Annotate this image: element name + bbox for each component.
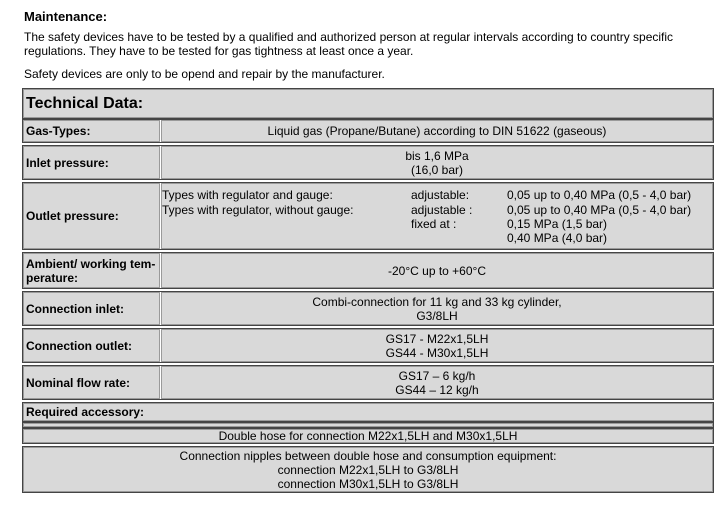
gas-types-text: Liquid gas (Propane/Butane) according to DIN 51622 (gaseous) bbox=[267, 124, 607, 138]
accessory-spacer bbox=[23, 423, 713, 427]
connection-outlet-row bbox=[22, 328, 714, 363]
connection-inlet-row bbox=[22, 291, 714, 326]
connection-inlet-line1: Combi-connection for 11 kg and 33 kg cylinder, bbox=[312, 294, 562, 309]
technical-data-title: Technical Data: bbox=[23, 89, 713, 118]
outlet-pressure-label: Outlet pressure: bbox=[23, 183, 160, 249]
connection-inlet-line2: G3/8LH bbox=[416, 308, 458, 323]
connection-nipples-heading: Connection nipples between double hose and consumption equipment: bbox=[179, 448, 557, 463]
nominal-flow-gs44: GS44 – 12 kg/h bbox=[395, 382, 479, 397]
double-hose-row bbox=[22, 428, 714, 444]
connection-outlet-value bbox=[161, 329, 713, 362]
nominal-flow-label: Nominal flow rate: bbox=[23, 366, 160, 399]
outlet-mode-fixed: fixed at : bbox=[411, 217, 457, 231]
required-accessory-title: Required accessory: bbox=[23, 403, 713, 421]
gas-types-value bbox=[161, 120, 713, 142]
technical-data-header-row bbox=[22, 88, 714, 119]
gas-types-row bbox=[22, 119, 714, 143]
nominal-flow-value bbox=[161, 366, 713, 399]
outlet-type-without-gauge: Types with regulator, without gauge: bbox=[162, 203, 354, 217]
repair-notice: Safety devices are only to be opend and repair by the manufacturer. bbox=[24, 67, 385, 81]
inlet-pressure-row bbox=[22, 145, 714, 180]
outlet-pressure-row bbox=[22, 182, 714, 250]
ambient-label-line2: perature: bbox=[26, 270, 79, 285]
outlet-range-without-gauge: 0,05 up to 0,40 MPa (0,5 - 4,0 bar) bbox=[507, 203, 692, 217]
connection-outlet-gs17: GS17 - M22x1,5LH bbox=[385, 331, 489, 346]
connection-inlet-label: Connection inlet: bbox=[23, 292, 160, 325]
outlet-mode-adjustable-1: adjustable: bbox=[411, 188, 470, 202]
ambient-temperature-value bbox=[161, 253, 713, 288]
connection-nipple-m30: connection M30x1,5LH to G3/8LH bbox=[277, 476, 459, 491]
ambient-temperature-text: -20°C up to +60°C bbox=[388, 263, 486, 278]
gas-types-label: Gas-Types: bbox=[23, 120, 160, 142]
double-hose-text: Double hose for connection M22x1,5LH and M30x1,5LH bbox=[218, 429, 518, 443]
maintenance-title: Maintenance: bbox=[24, 9, 108, 24]
required-accessory-row bbox=[22, 402, 714, 422]
connection-nipples-cell bbox=[23, 447, 713, 492]
inlet-pressure-label: Inlet pressure: bbox=[23, 146, 160, 179]
inlet-pressure-mpa: bis 1,6 MPa bbox=[405, 148, 469, 163]
outlet-pressure-value bbox=[161, 183, 713, 249]
connection-inlet-value bbox=[161, 292, 713, 325]
nominal-flow-row bbox=[22, 365, 714, 400]
connection-outlet-gs44: GS44 - M30x1,5LH bbox=[385, 345, 489, 360]
inlet-pressure-bar: (16,0 bar) bbox=[410, 162, 464, 177]
connection-nipples-row bbox=[22, 446, 714, 493]
inlet-pressure-value bbox=[161, 146, 713, 179]
outlet-fixed-value-2: 0,40 MPa (4,0 bar) bbox=[507, 231, 608, 245]
double-hose-cell bbox=[23, 429, 713, 443]
ambient-label-line1: Ambient/ working tem- bbox=[26, 256, 156, 271]
outlet-type-with-gauge: Types with regulator and gauge: bbox=[162, 188, 333, 202]
outlet-range-with-gauge: 0,05 up to 0,40 MPa (0,5 - 4,0 bar) bbox=[507, 188, 692, 202]
connection-outlet-label: Connection outlet: bbox=[23, 329, 160, 362]
ambient-temperature-label bbox=[23, 253, 160, 288]
connection-nipple-m22: connection M22x1,5LH to G3/8LH bbox=[277, 462, 459, 477]
outlet-fixed-value-1: 0,15 MPa (1,5 bar) bbox=[507, 217, 608, 231]
maintenance-paragraph: The safety devices have to be tested by a qualified and authorized person at regular intervals according to country specific regulations. They have to be tested for gas tightness at least once a year. bbox=[24, 30, 674, 58]
nominal-flow-gs17: GS17 – 6 kg/h bbox=[398, 368, 476, 383]
outlet-mode-adjustable-2: adjustable : bbox=[411, 203, 473, 217]
ambient-temperature-row bbox=[22, 252, 714, 289]
